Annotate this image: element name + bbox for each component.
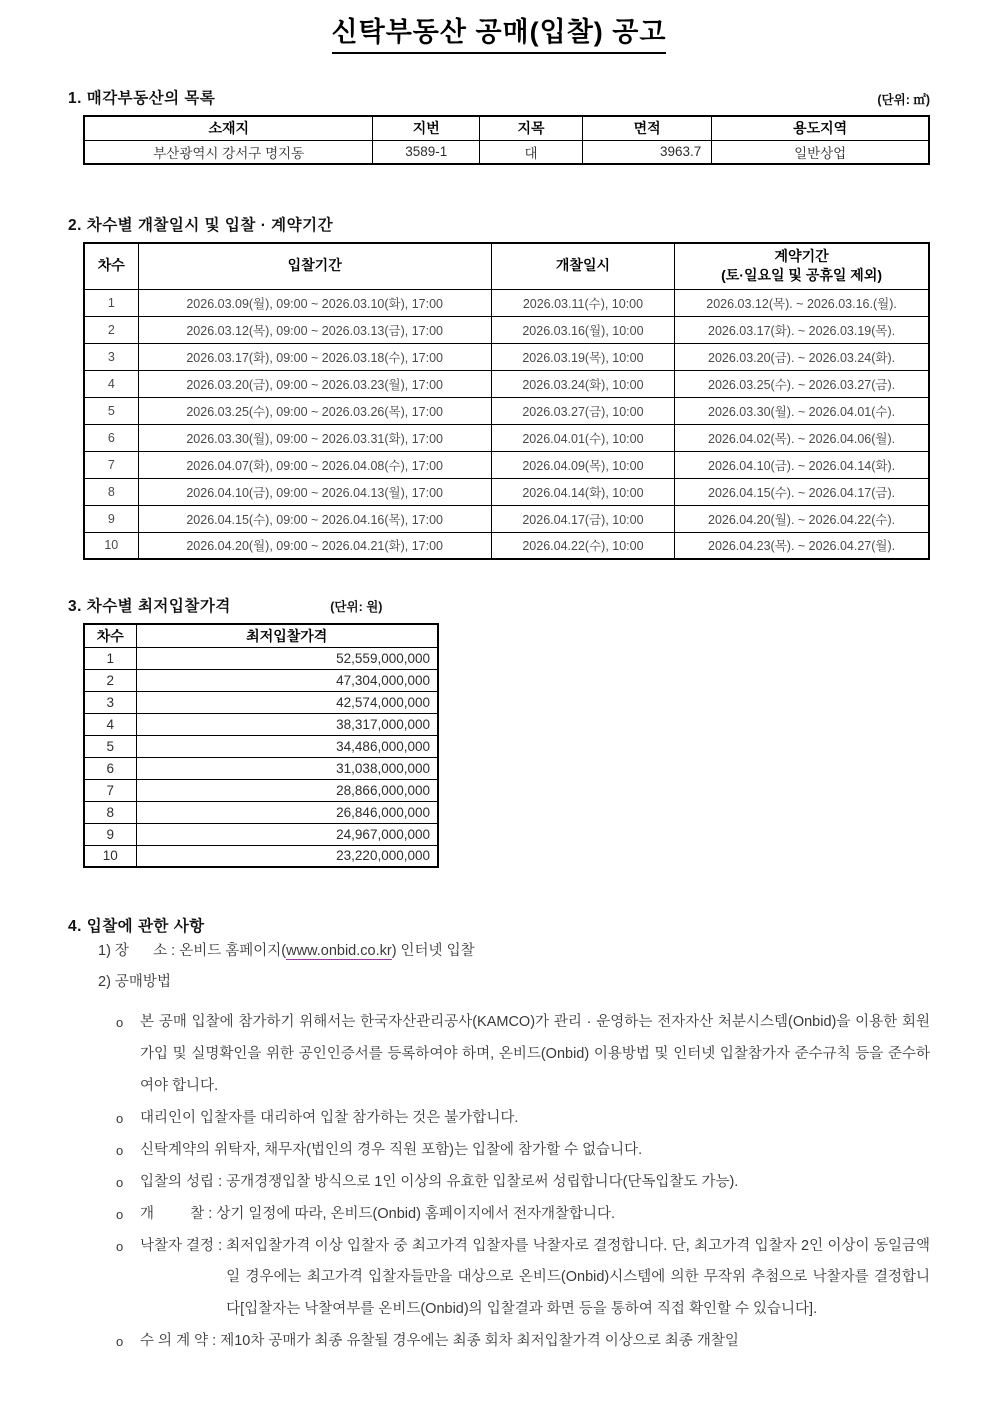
- schedule-row: [84, 289, 929, 316]
- section2-heading: 2. 차수별 개찰일시 및 입찰 · 계약기간: [68, 217, 334, 234]
- schedule-row: [84, 343, 929, 370]
- bullet-trustor-exclusion: [116, 1135, 930, 1167]
- section-schedule: [68, 213, 930, 560]
- price-row: [84, 845, 438, 867]
- section1-unit-note: (단위: ㎡): [877, 93, 930, 107]
- bullet-marker: o: [116, 1111, 124, 1127]
- bullet-marker: o: [116, 1142, 124, 1158]
- opening-cell: 2026.04.01(수), 10:00: [491, 424, 674, 451]
- bullet-marker: o: [116, 1174, 124, 1190]
- round-cell: 4: [84, 370, 138, 397]
- header-category: 지목: [479, 116, 582, 140]
- header-round: 차수: [84, 243, 138, 289]
- bullet-marker: o: [116, 1238, 124, 1254]
- contract-cell: 2026.04.15(수). ~ 2026.04.17(금).: [675, 478, 929, 505]
- bullet-text: 상기 일정에 따라, 온비드(Onbid) 홈페이지에서 전자개찰합니다.: [216, 1205, 616, 1222]
- header-area: 면적: [583, 116, 712, 140]
- contract-cell: 2026.04.10(금). ~ 2026.04.14(화).: [675, 451, 929, 478]
- price-cell: 38,317,000,000: [136, 713, 438, 735]
- round-cell: 9: [84, 823, 136, 845]
- opening-cell: 2026.04.17(금), 10:00: [491, 505, 674, 532]
- schedule-row: [84, 532, 929, 559]
- header-contract: [675, 243, 929, 289]
- contract-cell: 2026.04.20(월). ~ 2026.04.22(수).: [675, 505, 929, 532]
- bullet-no-proxy: [116, 1103, 930, 1135]
- price-row: [84, 779, 438, 801]
- price-table-header-row: [84, 624, 438, 647]
- sale-method-line: 2) 공매방법: [98, 974, 171, 991]
- bullet-text: 최저입찰가격 이상 입찰자 중 최고가격 입찰자를 낙찰자로 결정합니다. 단, 최고가격 입찰자 2인 이상이 동일금액일 경우에는 최고가격 입찰자들만을 대상으로 온비드(Onbid)시스템에 의한 무작위 추첨으로 낙찰자를 결정합니다[입찰자는 낙찰여부를 온비드(Onbid)의 입찰결과 화면 등을 통하여 직접 확인할 수 있습니다].: [226, 1237, 930, 1318]
- round-cell: 5: [84, 397, 138, 424]
- contract-cell: 2026.04.23(목). ~ 2026.04.27(월).: [675, 532, 929, 559]
- schedule-row: [84, 424, 929, 451]
- bullet-text: 공개경쟁입찰 방식으로 1인 이상의 유효한 입찰로써 성립합니다(단독입찰도 가능).: [226, 1173, 739, 1190]
- opening-cell: 2026.04.14(화), 10:00: [491, 478, 674, 505]
- contract-cell: 2026.03.30(월). ~ 2026.04.01(수).: [675, 397, 929, 424]
- schedule-row: [84, 478, 929, 505]
- bid-period-cell: 2026.03.17(화), 09:00 ~ 2026.03.18(수), 17:00: [138, 343, 491, 370]
- bid-place-line: [98, 936, 930, 967]
- header-round: 차수: [84, 624, 136, 647]
- bullet-winner-decision: [116, 1231, 930, 1327]
- round-cell: 2: [84, 316, 138, 343]
- schedule-row: [84, 370, 929, 397]
- property-table-header-row: [84, 116, 929, 140]
- section1-heading: 1. 매각부동산의 목록: [68, 90, 216, 107]
- header-zoning: 용도지역: [712, 116, 929, 140]
- bullet-text: 신탁계약의 위탁자, 채무자(법인의 경우 직원 포함)는 입찰에 참가할 수 없습니다.: [140, 1141, 643, 1158]
- round-cell: 10: [84, 532, 138, 559]
- round-cell: 8: [84, 801, 136, 823]
- bullet-text: 제10차 공매가 최종 유찰될 경우에는 최종 회차 최저입찰가격 이상으로 최종 개찰일: [220, 1333, 739, 1350]
- round-cell: 6: [84, 757, 136, 779]
- page-title: 신탁부동산 공매(입찰) 공고: [332, 10, 667, 54]
- price-row: [84, 735, 438, 757]
- price-cell: 47,304,000,000: [136, 669, 438, 691]
- opening-cell: 2026.03.24(화), 10:00: [491, 370, 674, 397]
- header-price: 최저입찰가격: [136, 624, 438, 647]
- price-row: [84, 713, 438, 735]
- header-contract-line2: (토·일요일 및 공휴일 제외): [721, 267, 883, 284]
- bid-place-prefix: 1) 장 소 : 온비드 홈페이지(: [98, 943, 287, 959]
- round-cell: 4: [84, 713, 136, 735]
- price-row: [84, 801, 438, 823]
- bullet-marker: o: [116, 1015, 124, 1031]
- header-opening: 개찰일시: [491, 243, 674, 289]
- section-bid-terms: [68, 914, 930, 1358]
- zoning-cell: 일반상업: [712, 140, 929, 164]
- sale-method-bullet-list: [116, 1007, 930, 1358]
- section3-heading: 3. 차수별 최저입찰가격: [68, 598, 231, 615]
- schedule-table: [83, 242, 930, 560]
- price-row: [84, 647, 438, 669]
- opening-cell: 2026.03.16(월), 10:00: [491, 316, 674, 343]
- bid-period-cell: 2026.03.30(월), 09:00 ~ 2026.03.31(화), 17:00: [138, 424, 491, 451]
- round-cell: 1: [84, 289, 138, 316]
- section4-heading: 4. 입찰에 관한 사항: [68, 918, 205, 935]
- header-bid-period: 입찰기간: [138, 243, 491, 289]
- opening-cell: 2026.03.11(수), 10:00: [491, 289, 674, 316]
- bullet-private-contract: [116, 1326, 930, 1358]
- property-table: [83, 115, 930, 165]
- opening-cell: 2026.04.09(목), 10:00: [491, 451, 674, 478]
- bullet-label: 낙찰자 결정 :: [140, 1237, 227, 1254]
- category-cell: 대: [479, 140, 582, 164]
- property-table-row: [84, 140, 929, 164]
- price-cell: 42,574,000,000: [136, 691, 438, 713]
- contract-cell: 2026.03.17(화). ~ 2026.03.19(목).: [675, 316, 929, 343]
- bullet-marker: o: [116, 1334, 124, 1350]
- schedule-table-header-row: [84, 243, 929, 289]
- contract-cell: 2026.03.20(금). ~ 2026.03.24(화).: [675, 343, 929, 370]
- bid-period-cell: 2026.03.20(금), 09:00 ~ 2026.03.23(월), 17:00: [138, 370, 491, 397]
- round-cell: 6: [84, 424, 138, 451]
- contract-cell: 2026.03.12(목). ~ 2026.03.16.(월).: [675, 289, 929, 316]
- round-cell: 8: [84, 478, 138, 505]
- price-table: [83, 623, 439, 868]
- round-cell: 1: [84, 647, 136, 669]
- price-cell: 31,038,000,000: [136, 757, 438, 779]
- round-cell: 9: [84, 505, 138, 532]
- price-row: [84, 757, 438, 779]
- opening-cell: 2026.03.27(금), 10:00: [491, 397, 674, 424]
- price-row: [84, 823, 438, 845]
- price-cell: 28,866,000,000: [136, 779, 438, 801]
- bid-place-suffix: ) 인터넷 입찰: [391, 943, 475, 959]
- bid-period-cell: 2026.04.10(금), 09:00 ~ 2026.04.13(월), 17:00: [138, 478, 491, 505]
- round-cell: 2: [84, 669, 136, 691]
- schedule-row: [84, 505, 929, 532]
- bid-period-cell: 2026.03.09(월), 09:00 ~ 2026.03.10(화), 17:00: [138, 289, 491, 316]
- bullet-text: 대리인이 입찰자를 대리하여 입찰 참가하는 것은 불가합니다.: [140, 1110, 519, 1127]
- area-cell: 3963.7: [583, 140, 712, 164]
- section-property-list: [68, 86, 930, 165]
- opening-cell: 2026.03.19(목), 10:00: [491, 343, 674, 370]
- bullet-bid-opening: [116, 1199, 930, 1231]
- price-cell: 24,967,000,000: [136, 823, 438, 845]
- bullet-onbid-registration: [116, 1007, 930, 1103]
- schedule-row: [84, 316, 929, 343]
- title-wrap: [68, 10, 930, 54]
- round-cell: 7: [84, 779, 136, 801]
- price-cell: 26,846,000,000: [136, 801, 438, 823]
- bullet-label: 수 의 계 약 :: [140, 1333, 221, 1350]
- bid-period-cell: 2026.04.20(월), 09:00 ~ 2026.04.21(화), 17:00: [138, 532, 491, 559]
- section3-unit-note: (단위: 원): [330, 600, 383, 614]
- bid-period-cell: 2026.03.25(수), 09:00 ~ 2026.03.26(목), 17:00: [138, 397, 491, 424]
- bid-period-cell: 2026.04.15(수), 09:00 ~ 2026.04.16(목), 17:00: [138, 505, 491, 532]
- price-cell: 52,559,000,000: [136, 647, 438, 669]
- bullet-bid-validity: [116, 1167, 930, 1199]
- header-location: 소재지: [84, 116, 373, 140]
- round-cell: 5: [84, 735, 136, 757]
- bullet-label: 개 찰 :: [140, 1205, 217, 1222]
- schedule-row: [84, 451, 929, 478]
- bullet-text: 본 공매 입찰에 참가하기 위해서는 한국자산관리공사(KAMCO)가 관리 · 운영하는 전자자산 처분시스템(Onbid)을 이용한 회원가입 및 실명확인을 위한 공인인증서를 등록하여야 하며, 온비드(Onbid) 이용방법 및 인터넷 입찰참가자 준수규칙 등을 준수하여야 합니다.: [140, 1014, 930, 1095]
- bid-period-cell: 2026.04.07(화), 09:00 ~ 2026.04.08(수), 17:00: [138, 451, 491, 478]
- contract-cell: 2026.03.25(수). ~ 2026.03.27(금).: [675, 370, 929, 397]
- round-cell: 10: [84, 845, 136, 867]
- round-cell: 7: [84, 451, 138, 478]
- bid-period-cell: 2026.03.12(목), 09:00 ~ 2026.03.13(금), 17:00: [138, 316, 491, 343]
- round-cell: 3: [84, 691, 136, 713]
- round-cell: 3: [84, 343, 138, 370]
- price-row: [84, 669, 438, 691]
- location-cell: 부산광역시 강서구 명지동: [84, 140, 373, 164]
- header-contract-line1: 계약기간: [774, 247, 829, 264]
- bullet-label: 입찰의 성립 :: [140, 1173, 227, 1190]
- lot-number-cell: 3589-1: [373, 140, 479, 164]
- contract-cell: 2026.04.02(목). ~ 2026.04.06(월).: [675, 424, 929, 451]
- section-minimum-prices: [68, 594, 930, 868]
- header-lot-number: 지번: [373, 116, 479, 140]
- price-row: [84, 691, 438, 713]
- bullet-marker: o: [116, 1206, 124, 1222]
- opening-cell: 2026.04.22(수), 10:00: [491, 532, 674, 559]
- schedule-row: [84, 397, 929, 424]
- price-cell: 23,220,000,000: [136, 845, 438, 867]
- price-cell: 34,486,000,000: [136, 735, 438, 757]
- onbid-url-link[interactable]: www.onbid.co.kr: [286, 943, 392, 959]
